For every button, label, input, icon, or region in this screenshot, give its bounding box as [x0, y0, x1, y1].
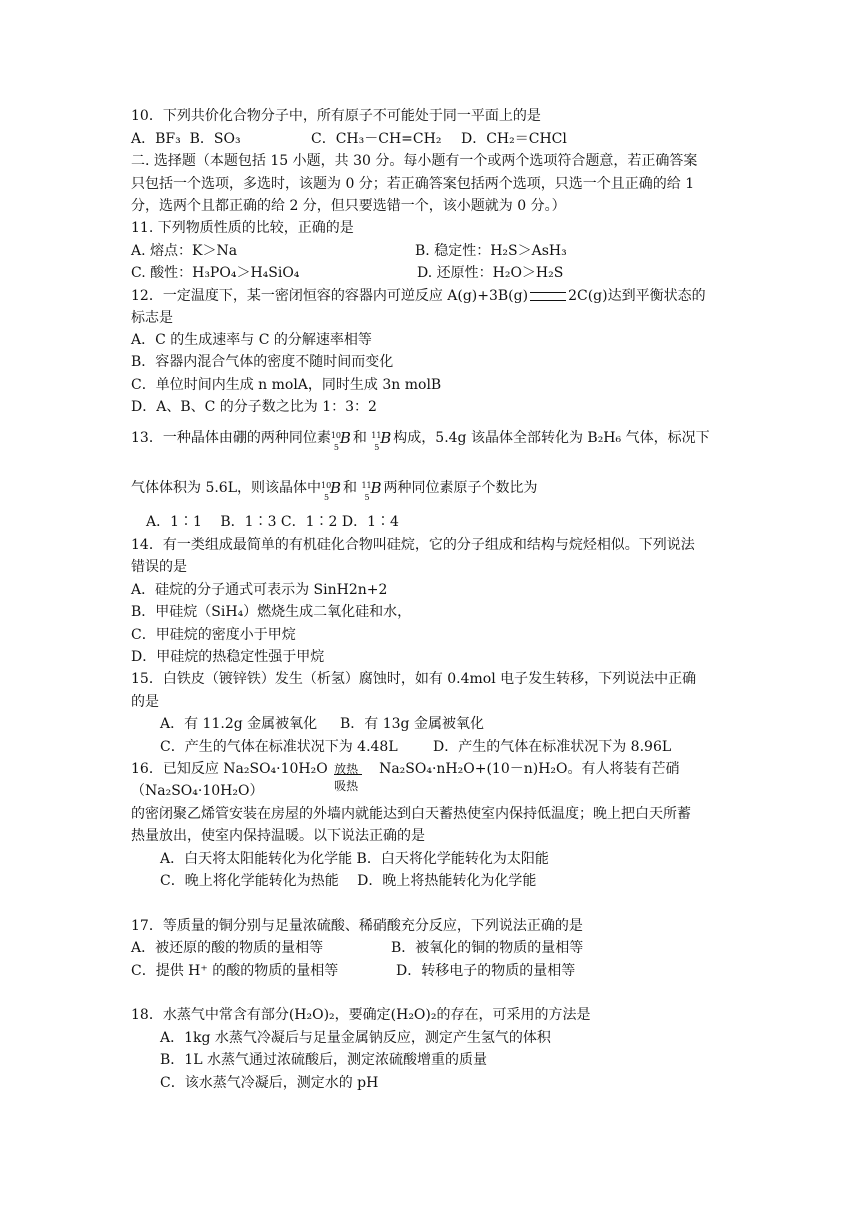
arrow-line	[334, 774, 362, 775]
q17-option-d: D．转移电子的物质的量相等	[396, 963, 576, 979]
q14-option-d: D．甲硅烷的热稳定性强于甲烷	[131, 649, 325, 665]
section2-line2: 只包括一个选项，多选时，该题为 0 分；若正确答案包括两个选项，只选一个且正确的给 1	[131, 176, 695, 192]
q14-stem2: 错误的是	[131, 559, 187, 575]
q10-stem: 10．下列共价化合物分子中，所有原子不可能处于同一平面上的是	[131, 108, 541, 124]
q16-line2: 的密闭聚乙烯管安装在房屋的外墙内就能达到白天蓄热使室内保持低温度；晚上把白天所蓄	[131, 806, 691, 822]
q14-stem1: 14．有一类组成最简单的有机硅化合物叫硅烷，它的分子组成和结构与烷烃相似。下列说法	[131, 537, 695, 553]
q15-option-c: C．产生的气体在标准状况下为 4.48L	[160, 739, 398, 755]
q11-option-a: A. 熔点：K＞Na	[131, 243, 238, 259]
q10-option-b: B．SO₃	[189, 131, 241, 147]
isotope-mass: 11	[361, 481, 372, 490]
q16-stem1	[131, 759, 680, 793]
q16-pre: 16．已知反应 Na₂SO₄·10H₂O	[131, 761, 328, 777]
q16-paren: （Na₂SO₄·10H₂O）	[131, 783, 264, 799]
q18-option-a: A．1kg 水蒸气冷凝后与足量金属钠反应，测定产生氢气的体积	[160, 1030, 551, 1046]
q13-text-1: 13．一种晶体由硼的两种同位素	[131, 430, 331, 446]
q10-option-a: A．BF₃	[131, 131, 181, 147]
q15-row1	[160, 714, 484, 734]
isotope-mass: 10	[330, 431, 342, 440]
section2-line3: 分，选两个且都正确的给 2 分，但只要选错一个，该小题就为 0 分。）	[131, 198, 566, 214]
q17-option-a: A．被还原的酸的物质的量相等	[131, 940, 324, 956]
q10-option-d: D．CH₂＝CHCl	[461, 131, 567, 147]
q15-option-b: B．有 13g 金属被氧化	[340, 716, 484, 732]
isotope-b11	[371, 428, 393, 452]
isotope-symbol: B	[380, 429, 392, 447]
q16-post: Na₂SO₄·nH₂O+(10－n)H₂O。有人将装有芒硝	[379, 761, 680, 777]
q18-stem: 18．水蒸气中常含有部分(H₂O)₂，要确定(H₂O)₂的存在，可采用的方法是	[131, 1007, 591, 1023]
equilibrium-arrow-icon	[530, 292, 566, 301]
q11-row1	[131, 241, 567, 261]
reaction-arrow-icon	[332, 759, 370, 793]
q15-stem2: 的是	[131, 694, 159, 710]
isotope-number: 5	[364, 493, 370, 502]
q12-stem2: 标志是	[131, 310, 173, 326]
arrow-bottom-label: 吸热	[334, 779, 359, 793]
q14-option-c: C．甲硅烷的密度小于甲烷	[131, 627, 296, 643]
q17-option-b: B．被氧化的铜的物质的量相等	[391, 940, 584, 956]
q11-stem: 11. 下列物质性质的比较，正确的是	[131, 220, 354, 236]
isotope-b11	[361, 478, 383, 502]
q17-row2	[131, 961, 576, 981]
q13-text-5: 和	[343, 480, 358, 496]
q12-option-c: C．单位时间内生成 n molA，同时生成 3n molB	[131, 377, 442, 393]
isotope-symbol: B	[330, 479, 342, 497]
q12-option-b: B．容器内混合气体的密度不随时间而变化	[131, 354, 394, 370]
isotope-number: 5	[333, 443, 339, 452]
isotope-b10	[321, 478, 343, 502]
q15-row2	[160, 737, 672, 757]
arrow-top-label: 放热	[334, 762, 359, 776]
isotope-symbol: B	[339, 429, 351, 447]
q17-stem: 17．等质量的铜分别与足量浓硫酸、稀硝酸充分反应，下列说法正确的是	[131, 918, 583, 934]
isotope-mass: 10	[321, 481, 332, 490]
q12-stem-post: 2C(g)达到平衡状态的	[568, 288, 706, 304]
q17-row1	[131, 938, 584, 958]
q13-text-4: 气体体积为 5.6L，则该晶体中	[131, 480, 322, 496]
q13-text-2: 和	[352, 430, 367, 446]
q18-option-c: C．该水蒸气冷凝后，测定水的 pH	[160, 1075, 379, 1091]
q14-option-b: B．甲硅烷（SiH₄）燃烧生成二氧化硅和水，	[131, 604, 412, 620]
q14-option-a: A．硅烷的分子通式可表示为 SinH2n+2	[131, 582, 388, 598]
q16-line3: 热量放出，使室内保持温暖。以下说法正确的是	[131, 828, 425, 844]
q12-option-d: D．A、B、C 的分子数之比为 1：3：2	[131, 399, 377, 415]
q13-stem2	[131, 478, 538, 502]
q13-stem1	[131, 428, 710, 452]
q11-option-d: D. 还原性：H₂O＞H₂S	[417, 265, 564, 281]
q18-option-b: B．1L 水蒸气通过浓硫酸后，测定浓硫酸增重的质量	[160, 1052, 487, 1068]
q15-option-a: A．有 11.2g 金属被氧化	[160, 716, 318, 732]
q17-option-c: C．提供 H⁺ 的酸的物质的量相等	[131, 963, 339, 979]
q12-stem-pre: 12．一定温度下，某一密闭恒容的容器内可逆反应 A(g)+3B(g)	[131, 288, 529, 304]
q11-row2	[131, 263, 564, 283]
q13-options: A．1∶1 B．1∶3 C．1∶2 D．1∶4	[146, 514, 399, 530]
q11-option-c: C. 酸性：H₃PO₄＞H₄SiO₄	[131, 265, 300, 281]
isotope-symbol: B	[370, 479, 382, 497]
isotope-number: 5	[324, 493, 330, 502]
q15-stem1: 15．白铁皮（镀锌铁）发生（析氢）腐蚀时，如有 0.4mol 电子发生转移，下列说法中正确	[131, 671, 697, 687]
q10-option-c: C．CH₃－CH=CH₂	[311, 131, 442, 147]
q10-options	[131, 129, 567, 149]
q13-text-3: 构成，5.4g 该晶体全部转化为 B₂H₆ 气体，标况下	[393, 430, 710, 446]
isotope-mass: 11	[371, 431, 382, 440]
isotope-b10	[330, 428, 353, 452]
q13-text-6: 两种同位素原子个数比为	[383, 480, 538, 496]
q15-option-d: D．产生的气体在标准状况下为 8.96L	[433, 739, 672, 755]
q11-option-b: B. 稳定性：H₂S＞AsH₃	[415, 243, 567, 259]
q16-options-ab: A．白天将太阳能转化为化学能 B．白天将化学能转化为太阳能	[160, 851, 549, 867]
q12-stem	[131, 286, 706, 306]
q16-options-cd: C．晚上将化学能转化为热能 D．晚上将热能转化为化学能	[160, 873, 537, 889]
section2-line1: 二. 选择题（本题包括 15 小题，共 30 分。每小题有一个或两个选项符合题意，若正确答案	[131, 153, 698, 169]
q12-option-a: A．C 的生成速率与 C 的分解速率相等	[131, 332, 372, 348]
isotope-number: 5	[374, 443, 380, 452]
